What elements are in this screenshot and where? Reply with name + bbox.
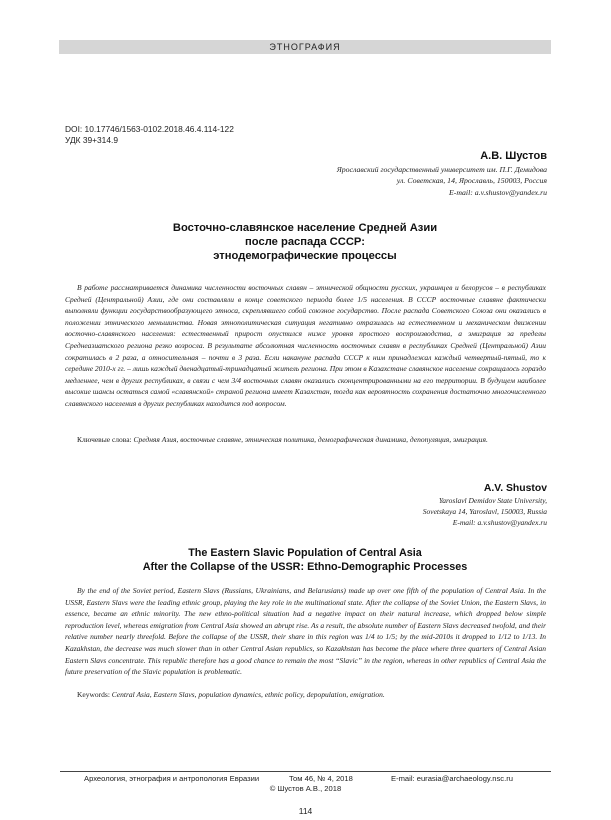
article-title-ru — [60, 221, 550, 264]
keywords-label: Ключевые слова: — [77, 435, 132, 444]
affiliation-line: Sovetskaya 14, Yaroslavl, 150003, Russia — [422, 506, 547, 516]
keywords-value: Средняя Азия, восточные славяне, этническая политика, демографическая динамика, депопуляция, эмиграция. — [133, 435, 488, 444]
keywords-label: Keywords: — [77, 690, 110, 699]
section-header-bar — [59, 40, 551, 54]
footer-volume: Том 46, № 4, 2018 — [289, 774, 353, 783]
title-line: этнодемографические процессы — [213, 250, 397, 263]
affiliation-line: ул. Советская, 14, Ярославль, 150003, Россия — [396, 176, 547, 186]
affiliation-ru — [337, 164, 547, 198]
affiliation-line: Yaroslavl Demidov State University, — [438, 496, 547, 505]
affiliation-line: E-mail: a.v.shustov@yandex.ru — [452, 517, 547, 527]
keywords-value: Central Asia, Eastern Slavs, population dynamics, ethnic policy, depopulation, emigration. — [111, 690, 385, 699]
abstract-en: By the end of the Soviet period, Eastern Slavs (Russians, Ukrainians, and Belarusians) made up over one fifth of the population of Central Asia. In the USSR, Eastern Slavs were the leading ethnic group, playing the key role in the multinational state. After the collapse of the Soviet Union, the Eastern Slavs, in essence, became an ethnic minority. The new ethno-political situation had a negative impact on their natural increase, which dropped below simple reproduction level, whereas emigration from Central Asia showed an abrupt rise. As a result, the absolute number of Eastern Slavs decreased twofold, and their relative number nearly threefold. Before the collapse of the USSR, their share in this region was 1/4 to 1/5; by the mid-2010s it dropped to 1/12 to 1/13. In Kazakhstan, the decrease was much slower than in other Central Asian republics, so Kazakhstan has become the place where three quarters of Central Asian Eastern Slavs concentrate. This republic therefore has a good chance to remain the most “Slavic” in the region, whereas in other republics of Central Asia the future preservation of the Slavic population is problematic. — [65, 586, 546, 677]
affiliation-en — [423, 496, 547, 528]
title-line: The Eastern Slavic Population of Central Asia — [188, 547, 422, 559]
abstract-ru: В работе рассматривается динамика численности восточных славян – этнической общности русских, украинцев и белорусов – в республиках Средней (Центральной) Азии, где они составляли в конце советского периода более 1/5 населения. В СССР восточные славяне фактически выполняли функции государствообразующего этноса, скреплявшего собой союзное государство. После распада Советского Союза они оказались в положении этнического меньшинства. Новая этнополитическая ситуация негативно отразилась на естественном и механическом движении восточно-славянского населения: естественный прирост опустился ниже уровня простого воспроизводства, а эмиграция за пределы Среднеазиатского региона резко возросла. В результате абсолютная численность восточных славян в республиках Средней (Центральной) Азии сократилась в 2 раза, а относительная – почти в 3 раза. Если накануне распада СССР к ним принадлежал каждый четвертый-пятый, то к середине 2010-х гг. – лишь каждый двенадцатый-тринадцатый житель региона. При этом в Казахстане славянское население сокращалось гораздо медленнее, чем в других республиках, в связи с чем 3/4 восточных славян оказались сконцентрированными на его территории. В будущем наиболее высокие шансы остаться самой «славянской» страной региона имеет Казахстан, тогда как вероятность сохранения достаточно многочисленного славянского населения в других республиках находится под вопросом. — [65, 283, 546, 408]
affiliation-line: E-mail: a.v.shustov@yandex.ru — [449, 187, 547, 197]
title-line: после распада СССР: — [245, 236, 365, 249]
udk: УДК 39+314.9 — [65, 135, 118, 145]
doi: DOI: 10.17746/1563-0102.2018.46.4.114-122 — [65, 124, 234, 134]
affiliation-line: Ярославский государственный университет им. П.Г. Демидова — [336, 165, 547, 174]
title-line: After the Collapse of the USSR: Ethno-Demographic Processes — [142, 561, 468, 573]
author-name-en: A.V. Shustov — [483, 483, 547, 494]
footer-divider — [60, 771, 551, 772]
keywords-en — [65, 689, 546, 701]
footer-email[interactable]: E-mail: eurasia@archaeology.nsc.ru — [391, 774, 513, 783]
keywords-ru — [65, 434, 546, 446]
section-label: ЭТНОГРАФИЯ — [269, 42, 341, 52]
article-title-en — [60, 546, 550, 574]
footer-copyright: © Шустов А.В., 2018 — [269, 784, 342, 793]
title-line: Восточно-славянское население Средней Азии — [172, 222, 438, 234]
author-name-ru: А.В. Шустов — [480, 150, 547, 162]
page-number: 114 — [298, 806, 313, 816]
footer-journal: Археология, этнография и антропология Евразии — [84, 774, 260, 783]
